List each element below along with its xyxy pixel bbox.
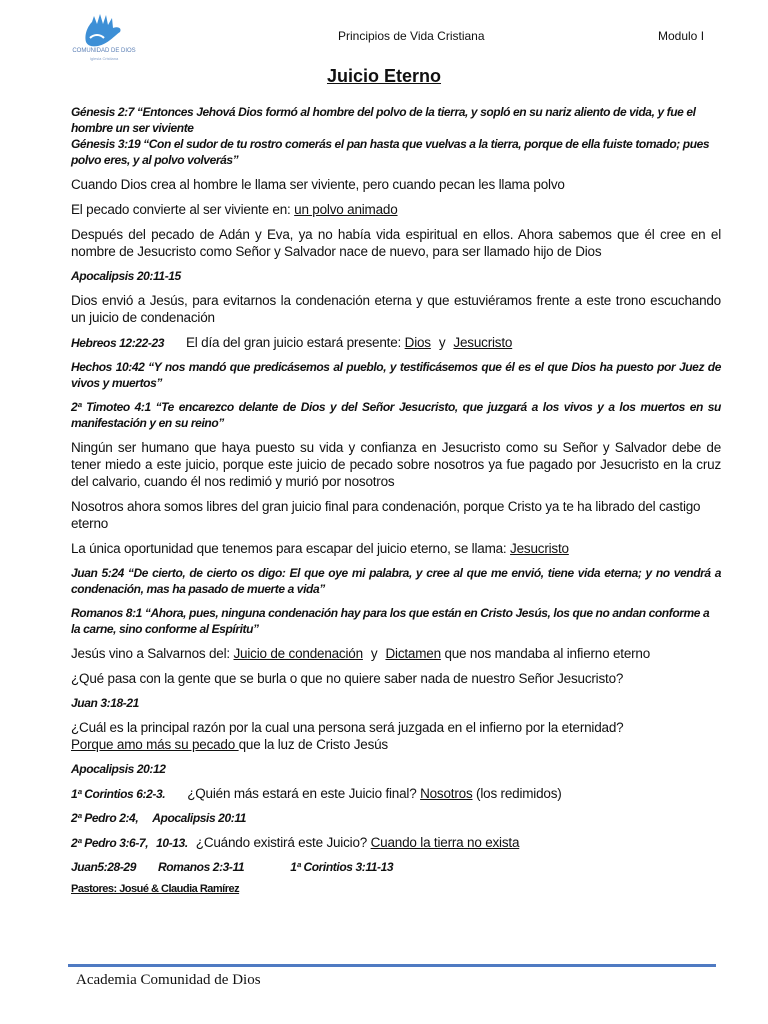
underlined-answer: Nosotros: [420, 786, 473, 801]
logo-text: COMUNIDAD DE DIOS: [72, 48, 136, 54]
verse-references: Juan5:28-29 Romanos 2:3-11 1ª Corintios 3:11-13: [71, 860, 394, 874]
verse-references: 2ª Pedro 2:4, Apocalipsis 20:11: [71, 811, 246, 825]
paragraph: 1ª Corintios 6:2-3. ¿Quién más estará en este Juicio final? Nosotros (los redimidos): [71, 786, 562, 801]
verse-reference: Apocalipsis 20:11-15: [71, 269, 181, 283]
paragraph: Jesús vino a Salvarnos del: Juicio de condenación y Dictamen que nos mandaba al infierno eterno: [71, 646, 651, 661]
verse-genesis-3-19: Génesis 3:19 “Con el sudor de tu rostro comerás el pan hasta que vuelvas a la tierra, porque de ella fuiste tomado; pues polvo eres, y al polvo volverás”: [71, 137, 710, 167]
logo-subtext: Iglesia Cristiana: [89, 56, 119, 61]
paragraph: Después del pecado de Adán y Eva, ya no había vida espiritual en ellos. Ahora sabemos que él cree en el nombre de Jesucristo como Señor y Salvador nace de nuevo, para ser llamado hijo de Dios: [71, 227, 721, 259]
underlined-answer: Jesucristo: [510, 541, 569, 556]
module-label: Modulo I: [658, 29, 705, 43]
paragraph: El pecado convierte al ser viviente en: un polvo animado: [71, 202, 398, 217]
underlined-answer: Cuando la tierra no exista: [370, 835, 520, 850]
verse-reference: Juan 3:18-21: [71, 696, 139, 710]
verse-hechos-10-42: Hechos 10:42 “Y nos mandó que predicásemos al pueblo, y testificásemos que él es el que Dios ha puesto por Juez de vivos y muertos”: [71, 360, 721, 390]
verse-genesis-2-7: Génesis 2:7 “Entonces Jehová Dios formó al hombre del polvo de la tierra, y sopló en su nariz aliento de vida, y fue el hombre un ser viviente: [71, 105, 696, 135]
page-title: Juicio Eterno: [326, 66, 442, 86]
underlined-answer: Jesucristo: [453, 335, 513, 350]
paragraph: ¿Cuál es la principal razón por la cual una persona será juzgada en el infierno por la eternidad?: [71, 720, 624, 735]
church-logo: [66, 12, 142, 68]
underlined-answer: Dictamen: [385, 646, 441, 661]
underlined-answer: Juicio de condenación: [233, 646, 363, 661]
underlined-answer: Porque amo más su pecado: [71, 737, 239, 752]
paragraph: Nosotros ahora somos libres del gran juicio final para condenación, porque Cristo ya te ha librado del castigo eterno: [71, 499, 701, 531]
document-body: [71, 104, 721, 895]
pastors-credit: Pastores: Josué & Claudia Ramírez: [71, 883, 240, 895]
underlined-answer: Dios: [404, 335, 431, 350]
paragraph: ¿Qué pasa con la gente que se burla o que no quiere saber nada de nuestro Señor Jesucristo?: [71, 671, 624, 686]
paragraph: Ningún ser humano que haya puesto su vida y confianza en Jesucristo como su Señor y Salvador debe de tener miedo a este juicio, porque este juicio de pecado sobre nosotros ya fue pagado por Jesucristo en la cruz del calvario, cuando él nos redimió y murió por nosotros: [71, 440, 721, 489]
footer-text: Academia Comunidad de Dios: [76, 972, 261, 988]
footer-divider: [68, 964, 716, 967]
verse-romanos-8-1: Romanos 8:1 “Ahora, pues, ninguna condenación hay para los que están en Cristo Jesús, los que no andan conforme a la carne, sino conforme al Espíritu”: [71, 606, 710, 636]
verse-juan-5-24: Juan 5:24 “De cierto, de cierto os digo: El que oye mi palabra, y cree al que me envió, tiene vida eterna; y no vendrá a condenación, mas ha pasado de muerte a vida”: [71, 566, 721, 596]
underlined-answer: un polvo animado: [294, 202, 398, 217]
page-header: [0, 0, 768, 70]
paragraph: La única oportunidad que tenemos para escapar del juicio eterno, se llama: Jesucristo: [71, 541, 569, 556]
course-title: Principios de Vida Cristiana: [338, 29, 485, 43]
verse-reference: Apocalipsis 20:12: [71, 762, 166, 776]
paragraph: 2ª Pedro 3:6-7, 10-13. ¿Cuándo existirá este Juicio? Cuando la tierra no exista: [71, 835, 520, 850]
paragraph: Hebreos 12:22-23 El día del gran juicio estará presente: Dios y Jesucristo: [71, 335, 513, 350]
hand-icon: [80, 12, 126, 50]
verse-reference: 1ª Corintios 6:2-3.: [71, 787, 166, 801]
verse-timoteo-4-1: 2ª Timoteo 4:1 “Te encarezco delante de Dios y del Señor Jesucristo, que juzgará a los vivos y a los muertos en su manifestación y en su reino”: [71, 400, 721, 430]
verse-reference: Hebreos 12:22-23: [71, 336, 164, 350]
paragraph: Porque amo más su pecado que la luz de Cristo Jesús: [71, 737, 388, 752]
paragraph: Dios envió a Jesús, para evitarnos la condenación eterna y que estuviéramos frente a este trono escuchando un juicio de condenación: [71, 293, 721, 325]
paragraph: Cuando Dios crea al hombre le llama ser viviente, pero cuando pecan les llama polvo: [71, 177, 565, 192]
